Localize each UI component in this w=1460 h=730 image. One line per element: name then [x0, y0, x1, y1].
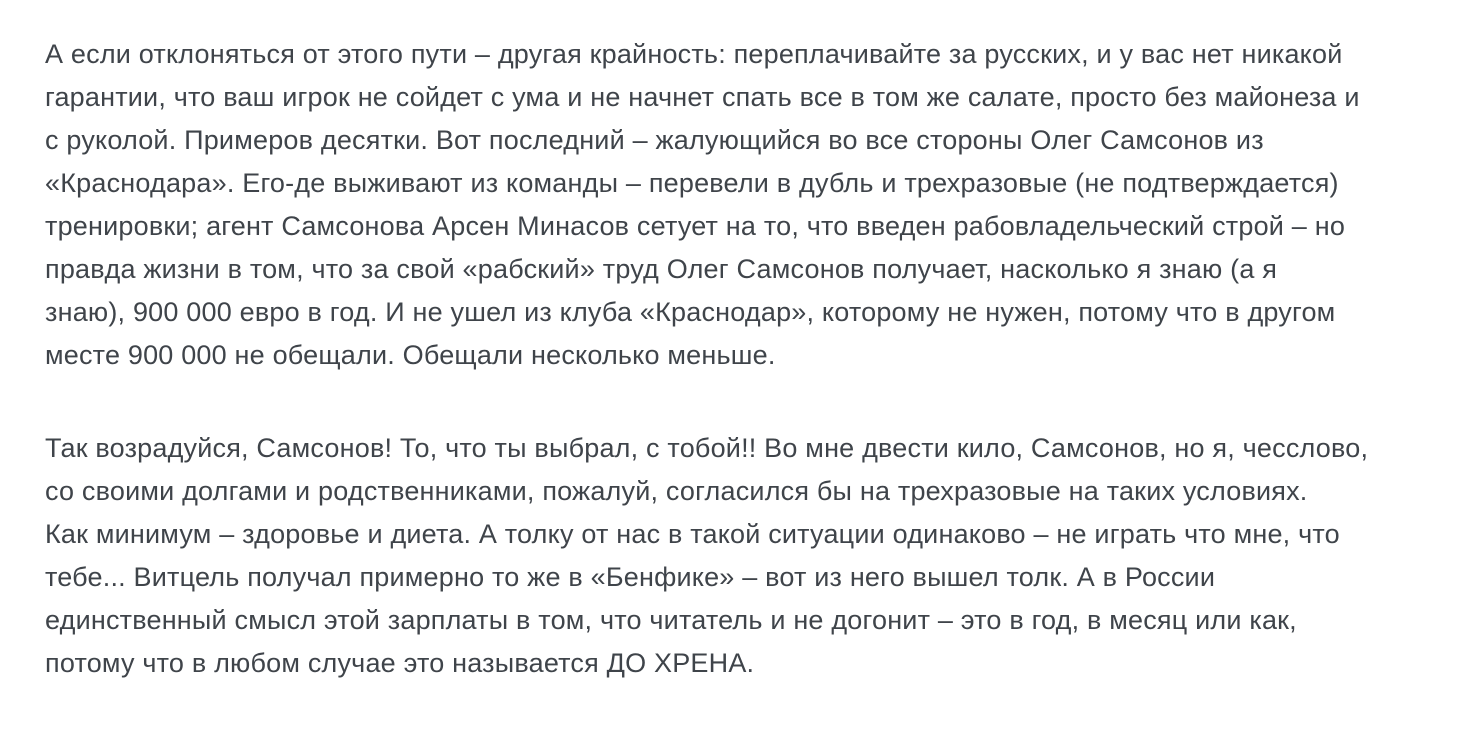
text-line: гарантии, что ваш игрок не сойдет с ума и не начнет спать все в том же салате, просто без майонеза и [45, 82, 1360, 112]
text-line: знаю), 900 000 евро в год. И не ушел из клуба «Краснодар», которому не нужен, потому что в другом [45, 297, 1336, 327]
text-line: тренировки; агент Самсонова Арсен Минасов сетует на то, что введен рабовладельческий строй – но [45, 211, 1346, 241]
paragraph-2 [45, 427, 1422, 685]
text-line: с руколой. Примеров десятки. Вот последний – жалующийся во все стороны Олег Самсонов из [45, 125, 1264, 155]
text-line: со своими долгами и родственниками, пожалуй, согласился бы на трехразовые на таких условиях. [45, 476, 1308, 506]
text-line: единственный смысл этой зарплаты в том, что читатель и не догонит – это в год, в месяц или как, [45, 605, 1297, 635]
text-line: правда жизни в том, что за свой «рабский» труд Олег Самсонов получает, насколько я знаю (а я [45, 254, 1278, 284]
paragraph-1 [45, 33, 1422, 377]
text-line: Как минимум – здоровье и диета. А толку от нас в такой ситуации одинаково – не играть что мне, что [45, 519, 1340, 549]
text-line: тебе... Витцель получал примерно то же в «Бенфике» – вот из него вышел толк. А в России [45, 562, 1216, 592]
text-line: А если отклоняться от этого пути – другая крайность: переплачивайте за русских, и у вас нет никакой [45, 39, 1343, 69]
text-line: Так возрадуйся, Самсонов! То, что ты выбрал, с тобой!! Во мне двести кило, Самсонов, но я, чесслово, [45, 433, 1369, 463]
text-line: «Краснодара». Его-де выживают из команды – перевели в дубль и трехразовые (не подтверждается) [45, 168, 1339, 198]
text-line: месте 900 000 не обещали. Обещали несколько меньше. [45, 340, 776, 370]
text-line: потому что в любом случае это называется ДО ХРЕНА. [45, 648, 755, 678]
